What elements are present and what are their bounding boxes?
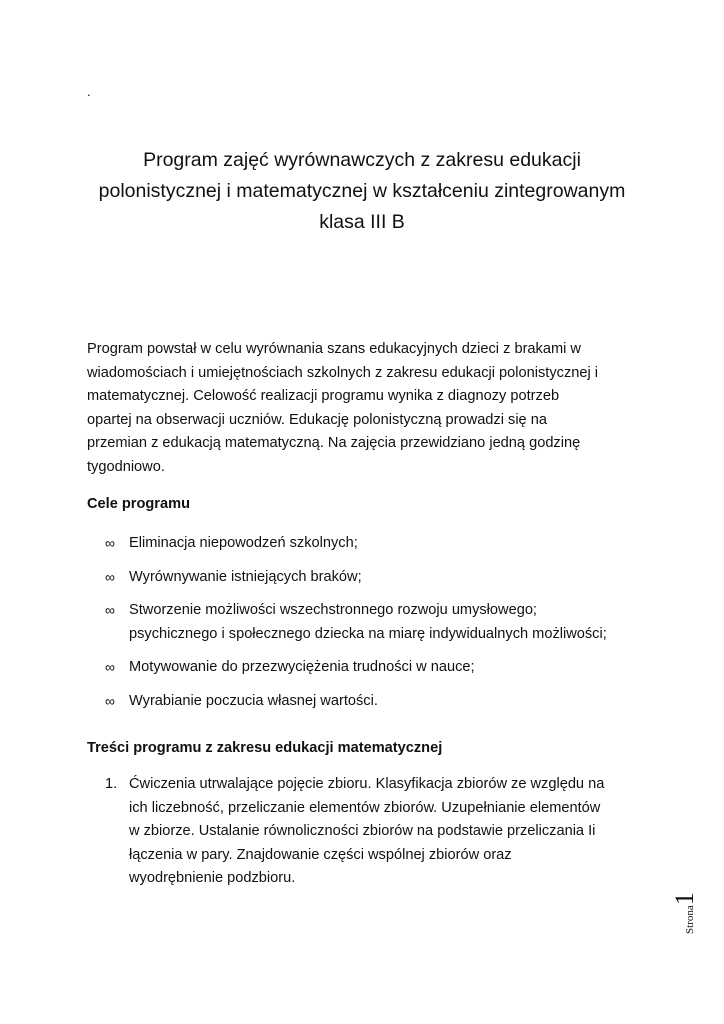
math-contents-list [87,773,657,891]
intro-line: przemian z edukacją matematyczną. Na zajęcia przewidziano jedną godzinę [87,435,581,452]
infinity-bullet-icon: ∞ [105,568,115,585]
list-item [87,690,657,714]
page-label: Strona [684,905,696,934]
page-number-footer [668,870,708,940]
intro-line: Program powstał w celu wyrównania szans edukacyjnych dzieci z brakami w [87,341,581,357]
intro-line: tygodniowo. [87,458,165,475]
list-item [87,566,657,590]
infinity-bullet-icon: ∞ [105,692,115,709]
goal-text: Wyrabianie poczucia własnej wartości. [129,692,378,709]
title-line: Program zajęć wyrównawczych z zakresu edukacji [143,149,581,171]
list-item [87,599,657,646]
goal-text: Wyrównywanie istniejących braków; [129,568,362,585]
math-heading: Treści programu z zakresu edukacji matematycznej [87,740,443,756]
title-line: polonistycznej i matematycznej w kształceniu zintegrowanym [98,180,626,202]
page-number: 1 [670,892,699,906]
list-item [87,773,657,891]
document-title [40,145,684,238]
title-line: klasa III B [319,211,405,233]
intro-line: matematycznej. Celowość realizacji programu wynika z diagnozy potrzeb [87,388,560,405]
infinity-bullet-icon: ∞ [105,535,115,551]
item-number: 1. [105,776,118,792]
page-number-rotated [670,892,700,934]
item-text: łączenia w pary. Znajdowanie części wspólnej zbiorów oraz [129,846,512,863]
goal-text: Stworzenie możliwości wszechstronnego rozwoju umysłowego; [129,602,537,618]
item-text: ich liczebność, przeliczanie elementów zbiorów. Uzupełnianie elementów [129,799,601,816]
intro-line: opartej na obserwacji uczniów. Edukację polonistyczną prowadzi się na [87,411,547,428]
intro-line: wiadomościach i umiejętnościach szkolnych z zakresu edukacji polonistycznej i [87,364,599,381]
item-text: wyodrębnienie podzbioru. [129,870,296,887]
list-item [87,656,657,680]
goals-list [87,532,657,723]
dot-mark: . [87,84,91,99]
infinity-bullet-icon: ∞ [105,659,115,675]
goal-text: Motywowanie do przezwyciężenia trudności w nauce; [129,659,475,675]
goal-text: psychicznego i społecznego dziecka na miarę indywidualnych możliwości; [129,625,607,642]
infinity-bullet-icon: ∞ [105,602,115,618]
goals-heading: Cele programu [87,496,190,512]
item-text: w zbiorze. Ustalanie równoliczności zbiorów na podstawie przeliczania Ii [129,823,596,840]
intro-paragraph [87,338,647,480]
list-item [87,532,657,556]
goal-text: Eliminacja niepowodzeń szkolnych; [129,535,358,551]
item-text: Ćwiczenia utrwalające pojęcie zbioru. Klasyfikacja zbiorów ze względu na [129,776,605,792]
